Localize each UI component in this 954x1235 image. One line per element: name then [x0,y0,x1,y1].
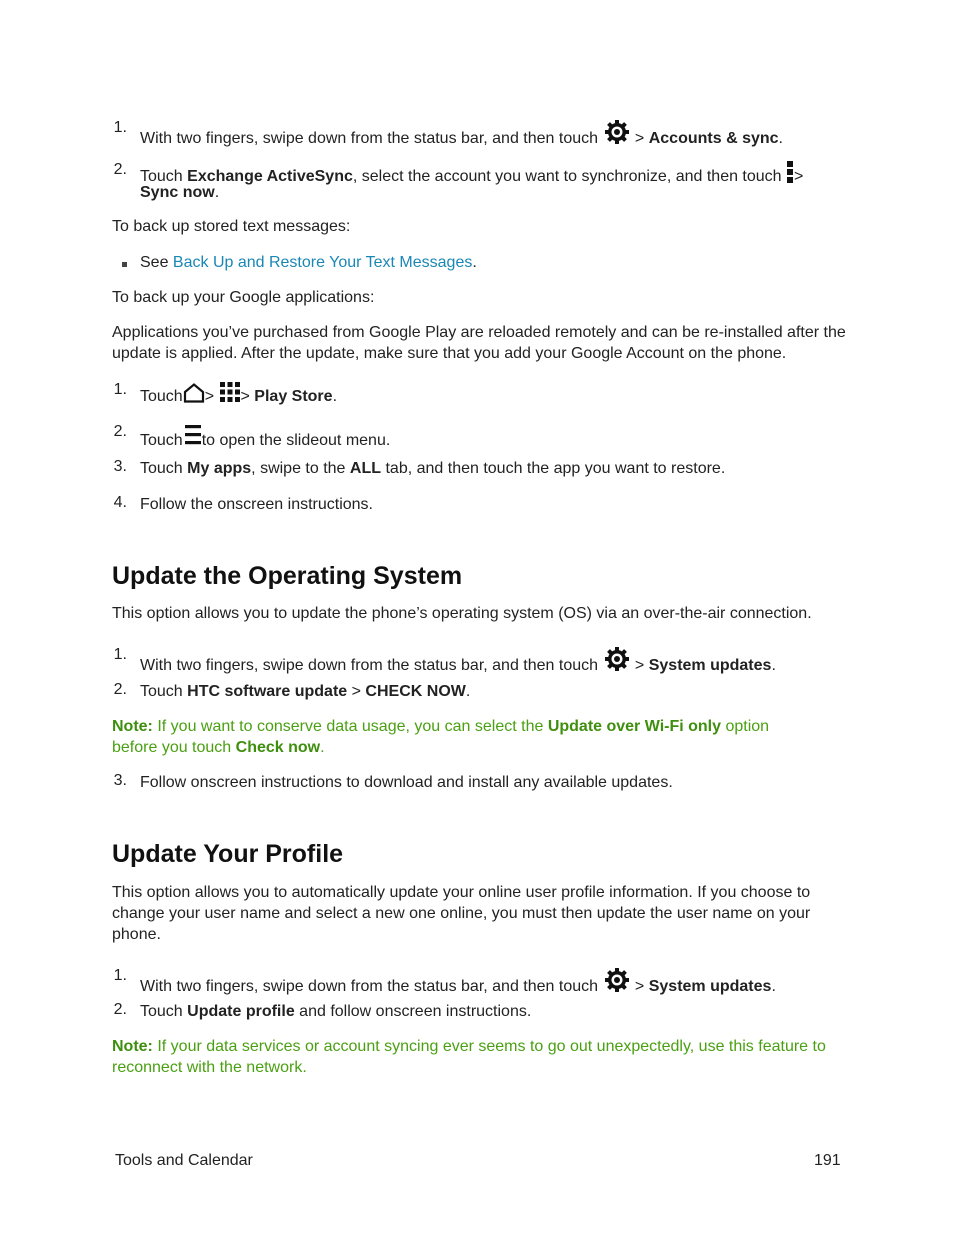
step-number: 2. [113,161,127,178]
separator: > [240,388,250,405]
separator: > [634,978,645,995]
step-number: 2. [113,1001,127,1018]
sync-now-label: Sync now [140,184,215,201]
step-text: Touch [140,683,183,700]
profile-note [112,1036,847,1078]
page-number: 191 [814,1152,841,1169]
bullet-text: See [140,254,169,271]
step-number: 3. [113,458,127,475]
step-text: tab, and then touch the app you want to restore. [385,460,726,477]
step-text: and follow onscreen instructions. [299,1003,532,1020]
step-number: 3. [113,772,127,789]
step-text: With two fingers, swipe down from the status bar, and then touch [140,130,599,147]
period: . [771,978,776,995]
step-text: Touch [140,460,183,477]
profile-update-intro: This option allows you to automatically update your online user profile information. If you choose to change your user name and select a new one online, you must then update the user name on your phone. [112,884,811,943]
home-icon [183,383,205,403]
google-play-paragraph: Applications you’ve purchased from Google Play are reloaded remotely and can be re-installed after the update is applied. After the update, make sure that you add your Google Account on the phone. [112,324,846,362]
menu-dots-icon [786,161,794,183]
backup-google-intro: To back up your Google applications: [112,289,375,306]
backup-text-intro: To back up stored text messages: [112,218,351,235]
backup-restore-messages-link[interactable]: Back Up and Restore Your Text Messages [172,254,473,271]
note-text: option [725,718,770,735]
step-number: 1. [113,967,127,984]
update-over-wifi-label: Update over Wi-Fi only [547,718,722,735]
step-text: , swipe to the [251,460,346,477]
gear-icon [604,967,630,993]
profile-update-heading: Update Your Profile [112,840,344,868]
period: . [214,184,220,201]
check-now-label: CHECK NOW [365,683,466,700]
step-number: 4. [113,494,127,511]
note-text: If you want to conserve data usage, you can select the [157,718,544,735]
system-updates-label: System updates [648,978,772,995]
system-updates-label: System updates [648,657,772,674]
step-number: 2. [113,681,127,698]
check-now-note-label: Check now [235,739,321,756]
period: . [778,130,783,147]
step-text: Touch [140,432,183,449]
separator: > [351,683,361,700]
step-text: , select the account you want to synchronize, and then touch [352,168,782,185]
step-text: Follow the onscreen instructions. [140,496,373,513]
hamburger-icon [184,423,202,447]
gear-icon [604,646,630,672]
note-label: Note: [112,1038,153,1055]
period: . [332,388,338,405]
update-profile-label: Update profile [187,1003,295,1020]
period: . [465,683,471,700]
os-update-intro: This option allows you to update the phone’s operating system (OS) via an over-the-air connection. [112,605,812,622]
step-number: 1. [113,119,127,136]
separator: > [634,657,645,674]
step-text: With two fingers, swipe down from the status bar, and then touch [140,978,599,995]
note-label: Note: [112,718,153,735]
step-text: to open the slideout menu. [201,432,391,449]
note-text: before you touch [112,739,232,756]
bullet-marker [122,262,127,267]
step-number: 2. [113,423,127,440]
step-text: Touch [140,168,183,185]
step-text: Follow onscreen instructions to download and install any available updates. [140,774,673,791]
note-text: If your data services or account syncing ever seems to go out unexpectedly, use this feature to reconnect with the network. [112,1038,826,1076]
step-number: 1. [113,646,127,663]
step-text: Touch [140,1003,183,1020]
os-update-heading: Update the Operating System [112,562,463,590]
htc-software-update-label: HTC software update [187,683,348,700]
step-text: Touch [140,388,183,405]
apps-grid-icon [219,381,241,403]
gear-icon [604,119,630,145]
separator: > [634,130,645,147]
all-tab-label: ALL [349,460,382,477]
period: . [771,657,776,674]
footer-section-title: Tools and Calendar [115,1152,253,1169]
my-apps-label: My apps [187,460,252,477]
separator: > [794,168,804,185]
exchange-activesync-label: Exchange ActiveSync [187,168,353,185]
separator: > [204,388,215,405]
period: . [320,739,325,756]
step-text: With two fingers, swipe down from the status bar, and then touch [140,657,599,674]
play-store-label: Play Store [254,388,333,405]
step-number: 1. [113,381,127,398]
period: . [472,254,477,271]
accounts-sync-label: Accounts & sync [648,130,779,147]
